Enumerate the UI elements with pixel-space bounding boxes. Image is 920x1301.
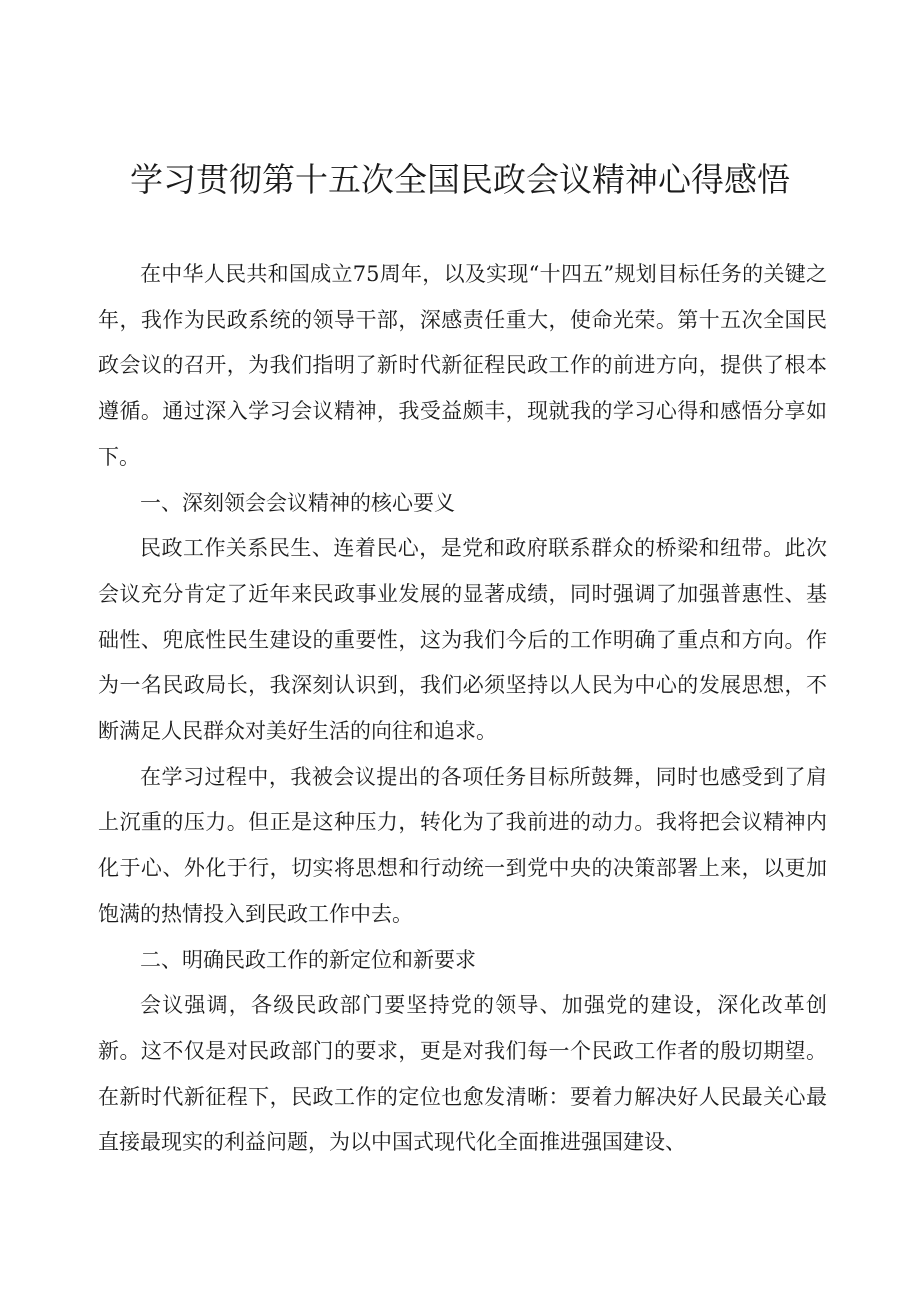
paragraph-intro: 在中华人民共和国成立75周年，以及实现“十四五”规划目标任务的关键之年，我作为民政系统的领导干部，深感责任重大，使命光荣。第十五次全国民政会议的召开，为我们指明了新时代新征程民政工作的前进方向，提供了根本遵循。通过深入学习会议精神，我受益颇丰，现就我的学习心得和感悟分享如下。 [98, 262, 827, 469]
paragraph-section1-b: 在学习过程中，我被会议提出的各项任务目标所鼓舞，同时也感受到了肩上沉重的压力。但正是这种压力，转化为了我前进的动力。我将把会议精神内化于心、外化于行，切实将思想和行动统一到党中央的决策部署上来，以更加饱满的热情投入到民政工作中去。 [98, 764, 827, 926]
section-heading-2: 二、明确民政工作的新定位和新要求 [140, 947, 476, 972]
paragraph-section2-a: 会议强调，各级民政部门要坚持党的领导、加强党的建设，深化改革创新。这不仅是对民政部门的要求，更是对我们每一个民政工作者的殷切期望。在新时代新征程下，民政工作的定位也愈发清晰：要着力解决好人民最关心最直接最现实的利益问题，为以中国式现代化全面推进强国建设、 [98, 993, 827, 1155]
document-title: 学习贯彻第十五次全国民政会议精神心得感悟 [130, 160, 790, 199]
section-heading-1: 一、深刻领会会议精神的核心要义 [140, 490, 455, 515]
document-body [98, 252, 827, 1166]
paragraph-section1-a: 民政工作关系民生、连着民心，是党和政府联系群众的桥梁和纽带。此次会议充分肯定了近年来民政事业发展的显著成绩，同时强调了加强普惠性、基础性、兜底性民生建设的重要性，这为我们今后的工作明确了重点和方向。作为一名民政局长，我深刻认识到，我们必须坚持以人民为中心的发展思想，不断满足人民群众对美好生活的向往和追求。 [98, 536, 827, 744]
